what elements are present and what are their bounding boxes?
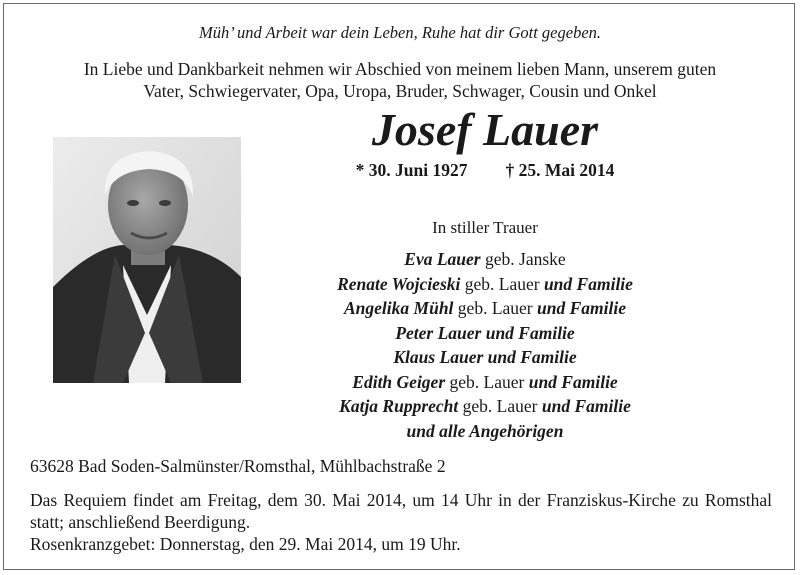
family-address: 63628 Bad Soden-Salmünster/Romsthal, Mühlbachstraße 2 bbox=[30, 456, 446, 476]
mourner-maiden-name: geb. Lauer bbox=[449, 371, 525, 392]
intro-line-2: Vater, Schwiegervater, Opa, Uropa, Bruder, Schwager, Cousin und Onkel bbox=[143, 81, 657, 101]
death-date: † 25. Mai 2014 bbox=[505, 160, 615, 180]
mourner-entry bbox=[270, 272, 700, 297]
mourner-name: Renate Wojcieski bbox=[337, 273, 461, 294]
mourner-entry bbox=[270, 345, 700, 370]
mourners-list bbox=[270, 247, 700, 443]
mourner-entry bbox=[270, 296, 700, 321]
mourner-maiden-name: geb. Lauer bbox=[462, 396, 538, 416]
mourner-maiden-name: geb. Lauer bbox=[464, 273, 540, 294]
mourner-name: Peter Lauer und Familie bbox=[395, 322, 575, 343]
mourner-entry bbox=[270, 419, 700, 444]
mourner-name: Edith Geiger bbox=[352, 371, 446, 392]
motto: Müh’ und Arbeit war dein Leben, Ruhe hat dir Gott gegeben. bbox=[198, 23, 602, 42]
mourner-entry bbox=[270, 247, 700, 272]
intro-text bbox=[20, 58, 780, 102]
portrait-photo bbox=[53, 137, 241, 383]
mourner-family: und Familie bbox=[528, 371, 618, 392]
mourner-maiden-name: geb. Lauer bbox=[457, 298, 533, 318]
life-dates bbox=[300, 160, 670, 181]
intro-line-1: In Liebe und Dankbarkeit nehmen wir Abschied von meinem lieben Mann, unserem guten bbox=[83, 59, 717, 79]
requiem-text: Das Requiem findet am Freitag, dem 30. Mai 2014, um 14 Uhr in der Franziskus-Kirche zu Romsthal statt; anschließend Beerdigung. bbox=[30, 490, 772, 532]
rosary-text: Rosenkranzgebet: Donnerstag, den 29. Mai 2014, um 19 Uhr. bbox=[30, 534, 461, 554]
mourner-name: Angelika Mühl bbox=[344, 298, 454, 318]
mourner-entry bbox=[270, 394, 700, 419]
mourner-name: Katja Rupprecht bbox=[339, 396, 459, 416]
mourner-family: und Familie bbox=[543, 273, 633, 294]
mourner-name: und alle Angehörigen bbox=[406, 420, 564, 441]
birth-date: * 30. Juni 1927 bbox=[355, 160, 468, 180]
service-details bbox=[30, 489, 772, 555]
mourner-name: Eva Lauer bbox=[404, 249, 481, 269]
mourner-family: und Familie bbox=[541, 396, 631, 416]
mourner-entry bbox=[270, 321, 700, 346]
mourner-maiden-name: geb. Janske bbox=[485, 249, 566, 269]
in-grief-heading: In stiller Trauer bbox=[432, 218, 538, 237]
mourner-entry bbox=[270, 370, 700, 395]
mourner-name: Klaus Lauer und Familie bbox=[393, 347, 577, 367]
mourner-family: und Familie bbox=[537, 298, 626, 318]
deceased-name: Josef Lauer bbox=[371, 104, 599, 155]
